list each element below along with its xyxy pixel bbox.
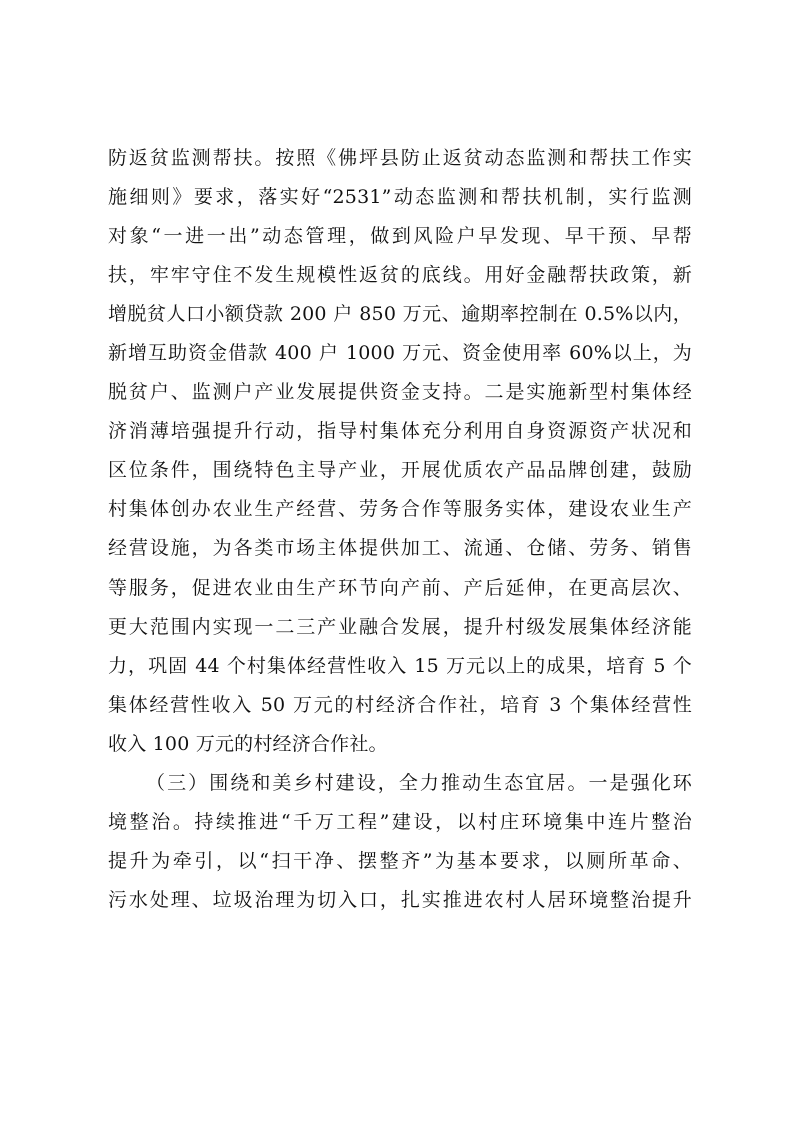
text-line: 防返贫监测帮扶。按照《佛坪县防止返贫动态监测和帮扶工作实 <box>108 147 692 169</box>
text-line: 等服务，促进农业由生产环节向产前、产后延伸，在更高层次、 <box>108 576 692 599</box>
text-line: 境整治。持续推进“千万工程”建设，以村庄环境集中连片整治 <box>108 810 692 833</box>
paragraph-1 <box>108 139 692 764</box>
text-line: 污水处理、垃圾治理为切入口，扎实推进农村人居环境整治提升 <box>108 888 692 911</box>
text-line: 村集体创办农业生产经营、劳务合作等服务实体，建设农业生产 <box>108 498 692 521</box>
text-line: 增脱贫人口小额贷款 200 户 850 万元、逾期率控制在 0.5%以内， <box>108 303 692 326</box>
text-line: 区位条件，围绕特色主导产业，开展优质农产品品牌创建，鼓励 <box>108 459 692 482</box>
text-line: 更大范围内实现一二三产业融合发展，提升村级发展集体经济能 <box>108 615 692 638</box>
text-line: 施细则》要求，落实好“2531”动态监测和帮扶机制，实行监测 <box>108 186 692 209</box>
text-line: 扶，牢牢守住不发生规模性返贫的底线。用好金融帮扶政策，新 <box>108 264 692 287</box>
text-line: 经营设施，为各类市场主体提供加工、流通、仓储、劳务、销售 <box>108 537 692 560</box>
text-line: 脱贫户、监测户产业发展提供资金支持。二是实施新型村集体经 <box>108 381 692 404</box>
text-line: 新增互助资金借款 400 户 1000 万元、资金使用率 60%以上，为 <box>108 342 692 365</box>
text-line: 对象“一进一出”动态管理，做到风险户早发现、早干预、早帮 <box>108 225 692 248</box>
text-line: 济消薄培强提升行动，指导村集体充分利用自身资源资产状况和 <box>108 420 692 443</box>
text-line: 提升为牵引，以“扫干净、摆整齐”为基本要求，以厕所革命、 <box>108 849 692 872</box>
text-line: 力，巩固 44 个村集体经营性收入 15 万元以上的成果，培育 5 个 <box>108 654 692 677</box>
text-line: 收入 100 万元的村经济合作社。 <box>108 732 388 755</box>
text-line: （三）围绕和美乡村建设，全力推动生态宜居。一是强化环 <box>146 771 692 794</box>
text-line: 集体经营性收入 50 万元的村经济合作社，培育 3 个集体经营性 <box>108 693 692 716</box>
body-text <box>108 139 692 920</box>
paragraph-2 <box>108 764 692 920</box>
